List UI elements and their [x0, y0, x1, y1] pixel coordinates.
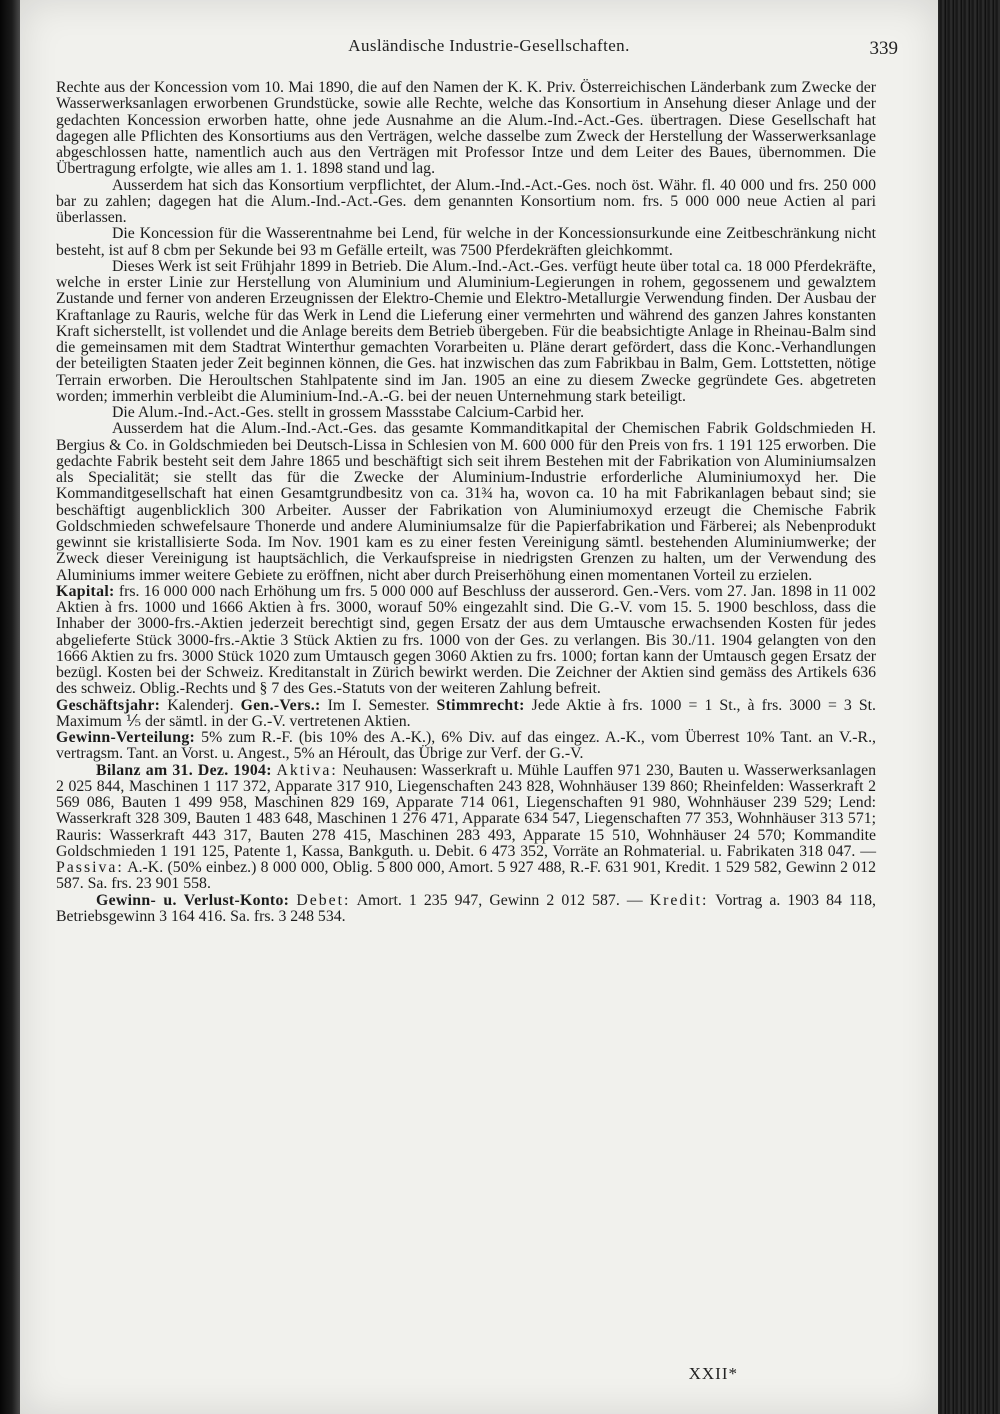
- entry-gewinn-verlust-konto: [56, 893, 876, 926]
- scan-edge-left: [0, 0, 20, 1414]
- text-gewinn-verteilung: 5% zum R.-F. (bis 10% des A.-K.), 6% Div. auf das eingez. A.-K., vom Überrest 10% Tant. an V.-R., vertragsm. Tant. an Vorst. u. Angest., 5% an Héroult, das Übrige zur Verf. der G.-V.: [56, 729, 876, 763]
- text-passiva: A.-K. (50% einbez.) 8 000 000, Oblig. 5 800 000, Amort. 5 927 488, R.-F. 631 901, Kredit. 1 529 582, Gewinn 2 012 587. Sa. frs. 23 901 558.: [56, 859, 876, 893]
- label-kredit: Kredit:: [649, 891, 709, 909]
- signature-mark: XXII*: [688, 1364, 738, 1383]
- label-stimmrecht: Stimmrecht:: [436, 696, 525, 714]
- paragraph-koncession-rights: Rechte aus der Koncession vom 10. Mai 1890, die auf den Namen der K. K. Priv. Österreichischen Länderbank zum Zwecke der Wasserwerksanlagen erworbenen Grundstücke, sowie alle Rechte, welche das Konsortium in Ansehung dieser Anlage und der gedachten Koncession erworben hatte, ohne jede Ausnahme an die Alum.-Ind.-Act.-Ges. übertragen. Diese Gesellschaft hat dagegen alle Pflichten des Konsortiums aus den Verträgen, welche dasselbe zum Zweck der Herstellung der Wasserwerksanlage abgeschlossen hatte, namentlich auch aus den Verträgen mit Professor Intze und dem Leiter des Baues, übernommen. Die Übertragung erfolgte, wie alles am 1. 1. 1898 stand und lag.: [56, 79, 876, 178]
- text-debet: Amort. 1 235 947, Gewinn 2 012 587. —: [350, 891, 650, 909]
- entry-geschaeftsjahr: [56, 698, 876, 731]
- label-geschaeftsjahr: Geschäftsjahr:: [56, 696, 161, 714]
- label-aktiva: Aktiva:: [276, 761, 338, 779]
- scan-edge-right: [938, 0, 1000, 1414]
- label-bilanz: Bilanz am 31. Dez. 1904:: [96, 761, 272, 779]
- entry-gewinn-verteilung: [56, 730, 876, 763]
- text-kredit: Vortrag a. 1903 84 118, Betriebsgewinn 3 164 416. Sa. frs. 3 248 534.: [56, 891, 876, 925]
- text-aktiva: Neuhausen: Wasserkraft u. Mühle Lauffen 971 230, Bauten u. Wasserwerksanlagen 2 025 844, Maschinen 1 117 372, Apparate 317 910, Liegenschaften 243 828, Wohnhäuser 139 860; Rheinfelden: Wasserkraft 2 569 086, Bauten 1 499 958, Maschinen 829 169, Apparate 714 061, Liegenschaften 91 980, Wohnhäuser 239 529; Lend: Wasserkraft 328 309, Bauten 1 483 648, Maschinen 1 276 471, Apparate 634 547, Liegenschaften 77 353, Wohnhäuser 313 571; Rauris: Wasserkraft 443 317, Bauten 278 415, Maschinen 283 493, Apparate 15 510, Wohnhäuser 24 570; Kommandite Goldschmieden 1 191 125, Patente 1, Kassa, Bankguth. u. Debit. 6 473 352, Vorräte an Rohmaterial. u. Fabrikaten 318 047. —: [56, 761, 877, 860]
- label-passiva: Passiva:: [56, 859, 124, 876]
- document-body: [56, 80, 876, 925]
- entry-kapital: [56, 584, 876, 698]
- running-title: Ausländische Industrie-Gesellschaften.: [348, 36, 630, 55]
- document-page: [20, 0, 938, 1414]
- label-gv-konto: Gewinn- u. Verlust-Konto:: [96, 891, 290, 909]
- paragraph-calcium-carbid: Die Alum.-Ind.-Act.-Ges. stellt in grossem Massstabe Calcium-Carbid her.: [112, 404, 585, 421]
- paragraph-koncession-lend: Die Koncession für die Wasserentnahme bei Lend, für welche in der Koncessionsurkunde eine Zeitbeschränkung nicht besteht, ist auf 8 cbm per Sekunde bei 93 m Gefälle erteilt, was 7500 Pferdekräften gleichkommt.: [56, 225, 876, 259]
- label-kapital: Kapital:: [56, 582, 115, 600]
- paragraph-werk-betrieb: Dieses Werk ist seit Frühjahr 1899 in Betrieb. Die Alum.-Ind.-Act.-Ges. verfügt heute über total ca. 18 000 Pferdekräfte, welche in erster Linie zur Herstellung von Aluminium und Aluminium-Legierungen in rohem, gegossenem und gewalztem Zustande und ferner von anderen Erzeugnissen der Elektro-Chemie und Elektro-Metallurgie Verwendung finden. Der Ausbau der Kraftanlage zu Rauris, welche für das Werk in Lend die Lieferung einer vermehrten und während des ganzen Jahres konstanten Kraft sicherstellt, ist vollendet und die Anlage bereits dem Betrieb übergeben. Für die beabsichtigte Anlage in Rheinau-Balm sind die gemeinsamen mit dem Stadtrat Winterthur gemachten Vorarbeiten u. Pläne derart gefördert, dass die Konc.-Verhandlungen der beteiligten Staaten jeder Zeit beginnen können, die Ges. hat inzwischen das zum Fabrikbau in Balm, Gem. Lottstetten, nötige Terrain erworben. Die Heroultschen Stahlpatente sind im Jan. 1905 an eine zu diesem Zwecke gegründete Ges. abgetreten worden; immerhin verbleibt die Aluminium-Ind.-A.-G. bei der neuen Unternehmung stark beteiligt.: [56, 257, 876, 405]
- text-stimmrecht: Jede Aktie à frs. 1000 = 1 St., à frs. 3000 = 3 St. Maximum ⅕ der sämtl. in der G.-V. vertretenen Aktien.: [56, 696, 876, 730]
- page-header: [80, 36, 898, 66]
- text-geschaeftsjahr: Kalenderj.: [160, 696, 241, 714]
- page-number: 339: [869, 38, 898, 59]
- label-gewinn-verteilung: Gewinn-Verteilung:: [56, 729, 196, 746]
- paragraph-konsortium-obligation: Ausserdem hat sich das Konsortium verpflichtet, der Alum.-Ind.-Act.-Ges. noch öst. Währ. fl. 40 000 und frs. 250 000 bar zu zahlen; dagegen hat die Alum.-Ind.-Act.-Ges. dem genannten Konsortium nom. frs. 5 000 000 neue Actien al pari überlassen.: [56, 176, 876, 226]
- paragraph-goldschmieden: Ausserdem hat die Alum.-Ind.-Act.-Ges. das gesamte Kommanditkapital der Chemischen Fabrik Goldschmieden H. Bergius & Co. in Goldschmieden bei Deutsch-Lissa in Schlesien von M. 600 000 für den Preis von frs. 1 191 125 erworben. Die gedachte Fabrik besteht seit dem Jahre 1865 und beschäftigt sich seit ihrem Bestehen mit der Fabrikation von Aluminiumsalzen als Specialität; sie stellt das für die Zwecke der Aluminium-Industrie erforderliche Aluminiumoxyd her. Die Kommanditgesellschaft hat einen Gesamtgrundbesitz von ca. 31¾ ha, wovon ca. 10 ha mit Fabrikanlagen bebaut sind; sie beschäftigt augenblicklich 300 Arbeiter. Ausser der Fabrikation von Aluminiumoxyd erzeugt die Chemische Fabrik Goldschmieden schwefelsaure Thonerde und andere Aluminiumsalze für die Papierfabrikation und Färberei; als Nebenprodukt gewinnt sie kristallisierte Soda. Im Nov. 1901 kam es zu einer festen Vereinigung sämtl. bestehenden Aluminiumwerke; der Zweck dieser Vereinigung ist hauptsächlich, die Verkaufspreise in niedrigsten Grenzen zu halten, um der Verwendung des Aluminiums immer weitere Gebiete zu eröffnen, nicht aber durch Preiserhöhung einen momentanen Vorteil zu erzielen.: [56, 420, 876, 584]
- label-debet: Debet:: [296, 891, 351, 909]
- text-kapital: frs. 16 000 000 nach Erhöhung um frs. 5 000 000 auf Beschluss der ausserord. Gen.-Vers. vom 27. Jan. 1898 in 11 002 Aktien à frs. 1000 und 1666 Aktien à frs. 3000, worauf 50% eingezahlt sind. Die G.-V. vom 15. 5. 1900 beschloss, dass die Inhaber der 3000-frs.-Aktien jederzeit berechtigt sind, gegen Ersatz der aus dem Umtausche erwachsenden Kosten für jedes abgelieferte Stück 3000-frs.-Aktie 3 Stück Aktien zu frs. 1000 von der Ges. zu verlangen. Bis 30./11. 1904 gelangten von den 1666 Aktien zu frs. 3000 Stück 1020 zum Umtausch gegen 3060 Aktien zu frs. 1000; fortan kann der Umtausch gegen Ersatz der bezügl. Kosten bei der Schweiz. Kreditanstalt in Zürich bewirkt werden. Die Zeichner der Aktien sind gemäss des Artikels 636 des schweiz. Oblig.-Rechts und § 7 des Ges.-Statuts von der weiteren Zahlung befreit.: [56, 582, 876, 698]
- label-genvers: Gen.-Vers.:: [240, 696, 321, 714]
- entry-bilanz: [56, 763, 876, 893]
- text-genvers: Im I. Semester.: [320, 696, 437, 714]
